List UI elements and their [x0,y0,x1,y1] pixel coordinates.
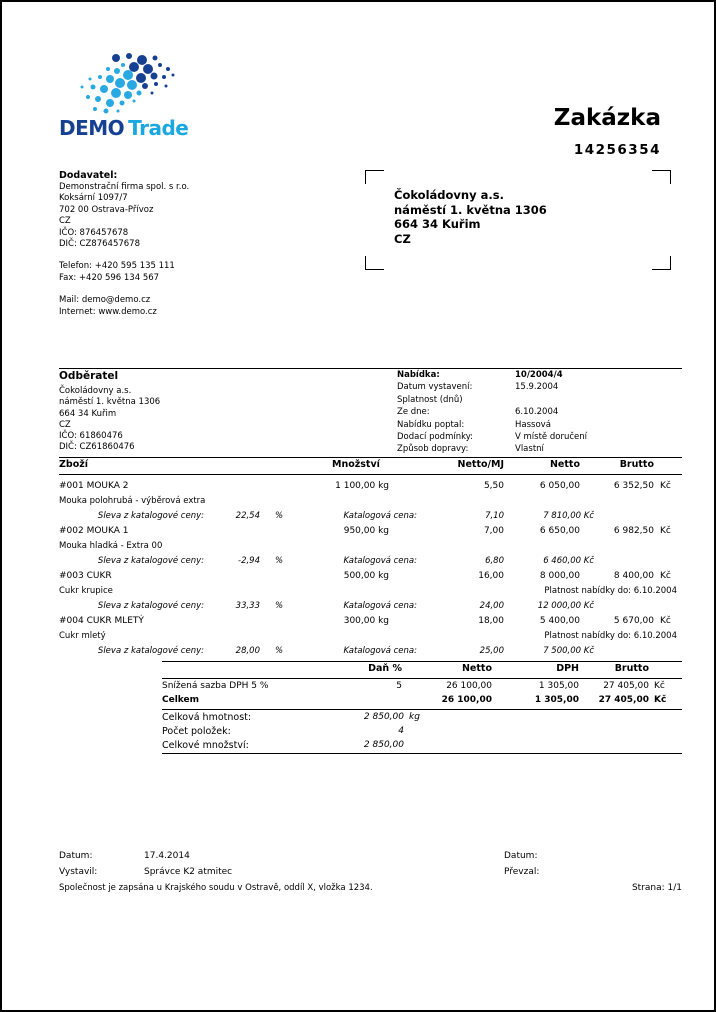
table-header-row [59,459,682,474]
item-brutto: 8 400,00 [613,571,654,581]
catalog-total-value: 12 000,00 Kč [537,601,594,611]
totals-row [59,726,682,741]
item-brutto: 6 982,50 [613,526,654,536]
offer-label: Splatnost (dnů) [397,394,463,405]
recipient-name: Čokoládovny a.s. [394,188,504,202]
currency-label: Kč [660,616,671,626]
item-name: #002 MOUKA 1 [59,526,129,536]
divider [162,678,682,679]
item-discount-row [59,646,682,661]
customer-dic: DIČ: CZ61860476 [59,442,135,453]
item-unit-price: 16,00 [478,571,504,581]
total-netto: 26 100,00 [441,695,492,705]
logo-trade-text: Trade [128,116,189,140]
total-weight-value: 2 850,00 [363,712,404,722]
offer-label: Nabídku poptal: [397,419,465,430]
catalog-price-value: 24,00 [479,601,504,611]
page-number: Strana: 1/1 [631,883,682,893]
summary-header-row [59,663,682,678]
vat-brutto: 27 405,00 [603,681,649,691]
divider [59,368,682,369]
currency-label: Kč [660,526,671,536]
logo-demo-text: DEMO [59,116,125,140]
footer-row [59,867,682,882]
offer-value: V místě doručení [515,432,587,443]
catalog-price-value: 6,80 [485,556,504,566]
item-description: Cukr mletý [59,631,106,641]
document-body [59,2,682,1012]
supplier-name: Demonstrační firma spol. s r.o. [59,182,190,192]
catalog-total-value: 7 500,00 Kč [543,646,594,656]
item-qty: 950,00 kg [343,526,389,536]
item-desc-row [59,586,682,601]
offer-row [397,381,587,393]
item-name: #003 CUKR [59,571,112,581]
footer-date2-label: Datum: [504,851,538,861]
total-label: Celkem [162,695,200,705]
percent-sign: % [275,556,284,566]
divider [162,661,682,662]
item-discount-row [59,601,682,616]
supplier-web: Internet: www.demo.cz [59,306,157,317]
offer-row [397,419,587,431]
summary-row-total [59,695,682,710]
divider [162,709,682,710]
supplier-mail: Mail: demo@demo.cz [59,295,151,306]
item-name: #004 CUKR MLETÝ [59,616,144,626]
total-brutto: 27 405,00 [598,695,649,705]
offer-row [397,369,587,381]
item-netto: 8 000,00 [539,571,580,581]
col-header-qty: Množství [332,459,380,470]
recipient-city: 664 34 Kuřim [394,217,481,231]
footer-row [59,851,682,866]
vat-netto: 26 100,00 [446,681,492,691]
divider [162,753,682,754]
recipient-street: náměstí 1. května 1306 [394,202,547,217]
item-desc-row [59,541,682,556]
catalog-total-value: 6 460,00 Kč [543,556,594,566]
summary-header-netto: Netto [461,663,492,674]
catalog-price-value: 25,00 [479,646,504,656]
currency-label: Kč [660,571,671,581]
offer-validity-note: Platnost nabídky do: 6.10.2004 [544,631,677,641]
col-header-brutto: Brutto [619,459,654,470]
supplier-phone: Telefon: +420 595 135 111 [59,261,175,272]
offer-validity-note: Platnost nabídky do: 6.10.2004 [544,586,677,596]
item-row [59,616,682,631]
item-row [59,571,682,586]
discount-value: 33,33 [235,601,260,611]
total-dph: 1 305,00 [534,695,579,705]
summary-row-vat [59,681,682,696]
offer-row [397,431,587,443]
item-qty: 500,00 kg [343,571,389,581]
item-desc-row [59,631,682,646]
col-header-netto: Netto [549,459,580,470]
item-name: #001 MOUKA 2 [59,481,129,491]
offer-row [397,406,587,418]
currency-label: Kč [654,681,665,691]
summary-header-tax: Daň % [368,663,402,674]
totals-row [59,712,682,727]
customer-block [59,386,160,454]
customer-street: náměstí 1. května 1306 [59,397,161,408]
divider [59,457,682,458]
total-weight-unit: kg [409,712,420,722]
item-netto: 6 050,00 [539,481,580,491]
vat-rate-label: Snížená sazba DPH 5 % [162,681,269,691]
supplier-dic: DIČ: CZ876457678 [59,239,140,250]
item-count-label: Počet položek: [162,726,231,737]
item-brutto: 6 352,50 [613,481,654,491]
item-desc-row [59,496,682,511]
offer-row [397,394,587,406]
catalog-price-label: Katalogová cena: [343,601,417,611]
currency-label: Kč [660,481,671,491]
offer-details-block [397,369,587,456]
footer-issued-value: Správce K2 atmitec [144,867,233,877]
item-brutto: 5 670,00 [613,616,654,626]
supplier-fax: Fax: +420 596 134 567 [59,272,160,283]
customer-ico: IČO: 61860476 [59,431,123,442]
supplier-ico: IČO: 876457678 [59,227,129,238]
customer-country: CZ [59,419,71,430]
offer-label: Nabídka: [397,370,440,380]
footer-date-value: 17.4.2014 [144,851,190,861]
supplier-street: Koksární 1097/7 [59,193,128,204]
offer-label: Dodací podmínky: [397,432,474,443]
item-qty: 1 100,00 kg [335,481,389,491]
summary-header-dph: DPH [556,663,579,674]
catalog-price-value: 7,10 [485,511,504,521]
item-unit-price: 5,50 [483,481,504,491]
total-quantity-label: Celkové množství: [162,740,249,751]
catalog-price-label: Katalogová cena: [343,646,417,656]
discount-label: Sleva z katalogové ceny: [97,556,204,566]
catalog-price-label: Katalogová cena: [343,511,417,521]
customer-heading: Odběratel [59,370,119,382]
item-unit-price: 7,00 [483,526,504,536]
percent-sign: % [275,511,284,521]
discount-value: 28,00 [235,646,260,656]
percent-sign: % [275,646,284,656]
offer-label: Ze dne: [397,407,430,418]
document-number: 14256354 [573,142,661,158]
col-header-unit-price: Netto/MJ [457,459,504,470]
legal-registration-text: Společnost je zapsána u Krajského soudu v Ostravě, oddíl X, vložka 1234. [59,883,373,893]
item-netto: 6 650,00 [539,526,580,536]
offer-row [397,443,587,455]
footer-issued-label: Vystavil: [59,867,98,877]
offer-value: 15.9.2004 [515,382,559,393]
footer-row [59,883,682,898]
supplier-city: 702 00 Ostrava-Přívoz [59,204,154,215]
offer-value: Vlastní [515,444,544,455]
percent-sign: % [275,601,284,611]
discount-label: Sleva z katalogové ceny: [97,601,204,611]
catalog-total-value: 7 810,00 Kč [543,511,594,521]
discount-label: Sleva z katalogové ceny: [97,646,204,656]
item-description: Cukr krupice [59,586,113,596]
item-row [59,526,682,541]
discount-label: Sleva z katalogové ceny: [97,511,204,521]
customer-name: Čokoládovny a.s. [59,386,132,396]
footer-date-label: Datum: [59,851,93,861]
supplier-heading: Dodavatel: [59,170,118,181]
total-weight-label: Celková hmotnost: [162,712,252,723]
item-qty: 300,00 kg [343,616,389,626]
offer-label: Způsob dopravy: [397,444,469,455]
offer-value: 10/2004/4 [515,370,563,380]
item-description: Mouka hladká - Extra 00 [59,541,163,551]
summary-header-brutto: Brutto [614,663,649,674]
item-row [59,481,682,496]
item-discount-row [59,556,682,571]
item-unit-price: 18,00 [478,616,504,626]
col-header-item: Zboží [59,459,89,470]
offer-value: Hassová [515,419,551,430]
discount-value: -2,94 [238,556,260,566]
offer-label: Datum vystavení: [397,382,473,393]
supplier-country: CZ [59,216,71,227]
item-discount-row [59,511,682,526]
item-netto: 5 400,00 [539,616,580,626]
catalog-price-label: Katalogová cena: [343,556,417,566]
currency-label: Kč [654,695,667,705]
recipient-country: CZ [394,231,411,246]
customer-city: 664 34 Kuřim [59,408,117,419]
item-count-value: 4 [398,726,404,736]
item-description: Mouka polohrubá - výběrová extra [59,496,206,506]
document-title: Zakázka [553,105,661,131]
discount-value: 22,54 [235,511,260,521]
divider [59,474,682,475]
vat-dph: 1 305,00 [538,681,579,691]
footer-received-label: Převzal: [504,867,540,877]
offer-value: 6.10.2004 [515,407,559,418]
total-quantity-value: 2 850,00 [363,740,404,750]
vat-rate-value: 5 [396,681,402,691]
